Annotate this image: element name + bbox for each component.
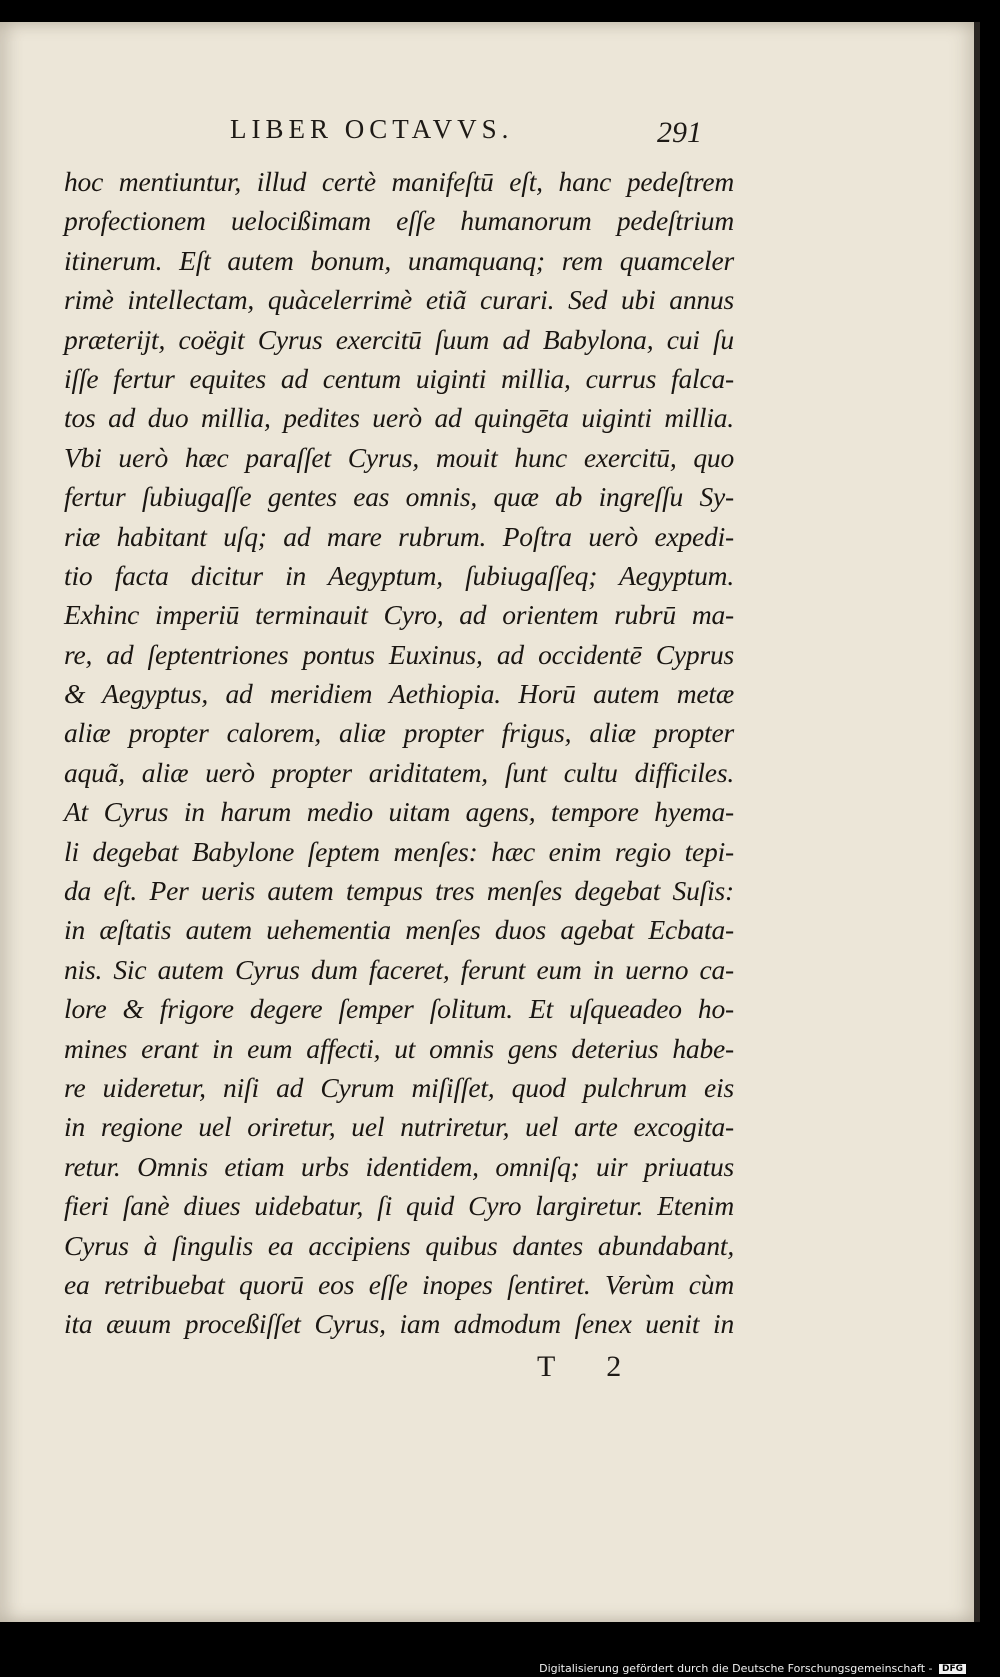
digitization-credit <box>539 1662 966 1675</box>
text-line: hoc mentiuntur, illud certè manifeſtū eſt, hanc pedeſtrem <box>64 166 734 197</box>
text-line: re, ad ſeptentriones pontus Euxinus, ad occidentē Cyprus <box>64 638 734 670</box>
text-line: lore & frigore degere ſemper ſolitum. Et uſqueadeo ho- <box>64 993 734 1025</box>
text-line: ea retribuebat quorū eos eſſe inopes ſentiret. Verùm cùm <box>64 1268 734 1300</box>
running-head: LIBER OCTAVVS. <box>230 114 514 144</box>
body-text <box>64 162 734 1344</box>
text-line: in æſtatis autem uehementia menſes duos agebat Ecbata- <box>64 914 734 946</box>
text-line: fertur ſubiugaſſe gentes eas omnis, quæ ab ingreſſu Sy- <box>64 481 734 513</box>
text-line: aquã, aliæ uerò propter ariditatem, ſunt cultu difficiles. <box>64 756 734 788</box>
signature-mark: T 2 <box>537 1350 644 1383</box>
text-line: Cyrus à ſingulis ea accipiens quibus dantes abundabant, <box>64 1229 734 1261</box>
text-line: Vbi uerò hæc paraſſet Cyrus, mouit hunc exercitū, quo <box>64 441 734 473</box>
text-line: iſſe fertur equites ad centum uiginti millia, currus falca- <box>64 362 734 394</box>
text-line: riæ habitant uſq; ad mare rubrum. Poſtra uerò expedi- <box>64 520 734 552</box>
text-line: & Aegyptus, ad meridiem Aethiopia. Horū autem metæ <box>64 678 734 710</box>
credit-text: Digitalisierung gefördert durch die Deutsche Forschungsgemeinschaft - <box>539 1662 933 1675</box>
text-line: li degebat Babylone ſeptem menſes: hæc enim regio tepi- <box>64 835 734 867</box>
text-line: da eſt. Per ueris autem tempus tres menſes degebat Suſis: <box>64 875 734 907</box>
text-line: retur. Omnis etiam urbs identidem, omniſq; uir priuatus <box>64 1150 734 1182</box>
text-line: aliæ propter calorem, aliæ propter frigus, aliæ propter <box>64 717 734 749</box>
text-line: re uideretur, niſi ad Cyrum miſiſſet, quod pulchrum eis <box>64 1071 734 1103</box>
text-line: mines erant in eum affecti, ut omnis gens deterius habe- <box>64 1032 734 1064</box>
text-line: in regione uel oriretur, uel nutriretur, uel arte excogita- <box>64 1111 734 1143</box>
text-line: fieri ſanè diues uidebatur, ſi quid Cyro largiretur. Etenim <box>64 1190 734 1222</box>
text-line: rimè intellectam, quàcelerrimè etiã curari. Sed ubi annus <box>64 284 734 316</box>
text-line: itinerum. Eſt autem bonum, unamquanq; rem quamceler <box>64 244 734 276</box>
text-line: At Cyrus in harum medio uitam agens, tempore hyema- <box>64 796 734 828</box>
text-line: nis. Sic autem Cyrus dum faceret, ferunt eum in uerno ca- <box>64 953 734 985</box>
text-line: præterijt, coëgit Cyrus exercitū ſuum ad Babylona, cui ſu <box>64 323 734 355</box>
text-line: Exhinc imperiū terminauit Cyro, ad orientem rubrū ma- <box>64 599 734 631</box>
book-page <box>0 22 980 1622</box>
page-number: 291 <box>657 116 702 149</box>
text-line: profectionem uelocißimam eſſe humanorum pedeſtrium <box>64 205 734 237</box>
text-line: ita æuum proceßiſſet Cyrus, iam admodum ſenex uenit in <box>64 1308 734 1340</box>
text-line: tos ad duo millia, pedites uerò ad quingēta uiginti millia. <box>64 402 734 434</box>
dfg-logo: DFG <box>939 1664 966 1674</box>
text-line: tio facta dicitur in Aegyptum, ſubiugaſſeq; Aegyptum. <box>64 559 734 591</box>
